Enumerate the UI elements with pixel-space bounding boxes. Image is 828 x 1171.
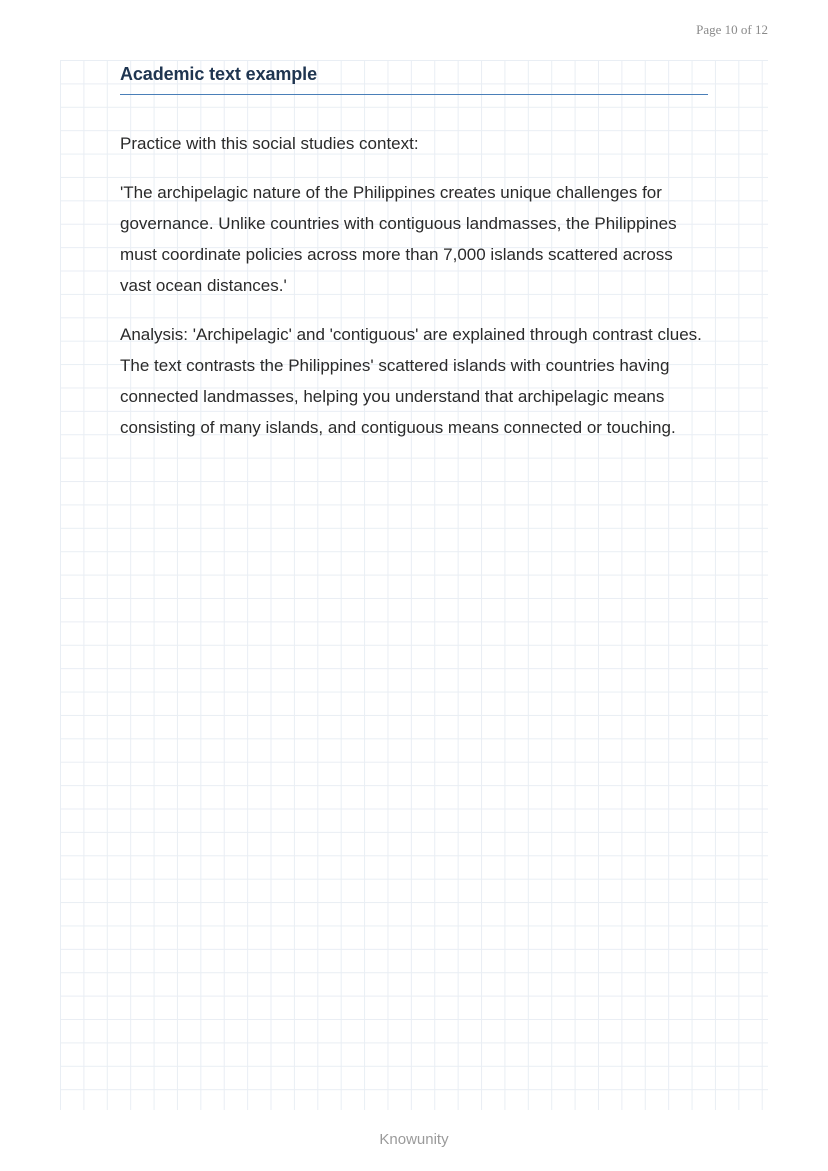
analysis-paragraph: Analysis: 'Archipelagic' and 'contiguous' are explained through contrast clues. The text contrasts the Philippines' scattered islands with countries having connected landmasses, helping you understand that archipelagic means consisting of many islands, and contiguous means connected or touching.: [120, 325, 702, 437]
footer-brand: Knowunity: [379, 1131, 449, 1148]
section-title: Academic text example: [120, 64, 317, 84]
title-divider: [120, 94, 708, 95]
page-content: [120, 60, 708, 443]
quote-paragraph: 'The archipelagic nature of the Philippines creates unique challenges for governance. Unlike countries with contiguous landmasses, the Philippines must coordinate policies across more than 7,000 islands scattered across vast ocean distances.': [120, 183, 677, 295]
page-number: Page 10 of 12: [696, 22, 768, 37]
intro-text: Practice with this social studies context:: [120, 134, 419, 153]
